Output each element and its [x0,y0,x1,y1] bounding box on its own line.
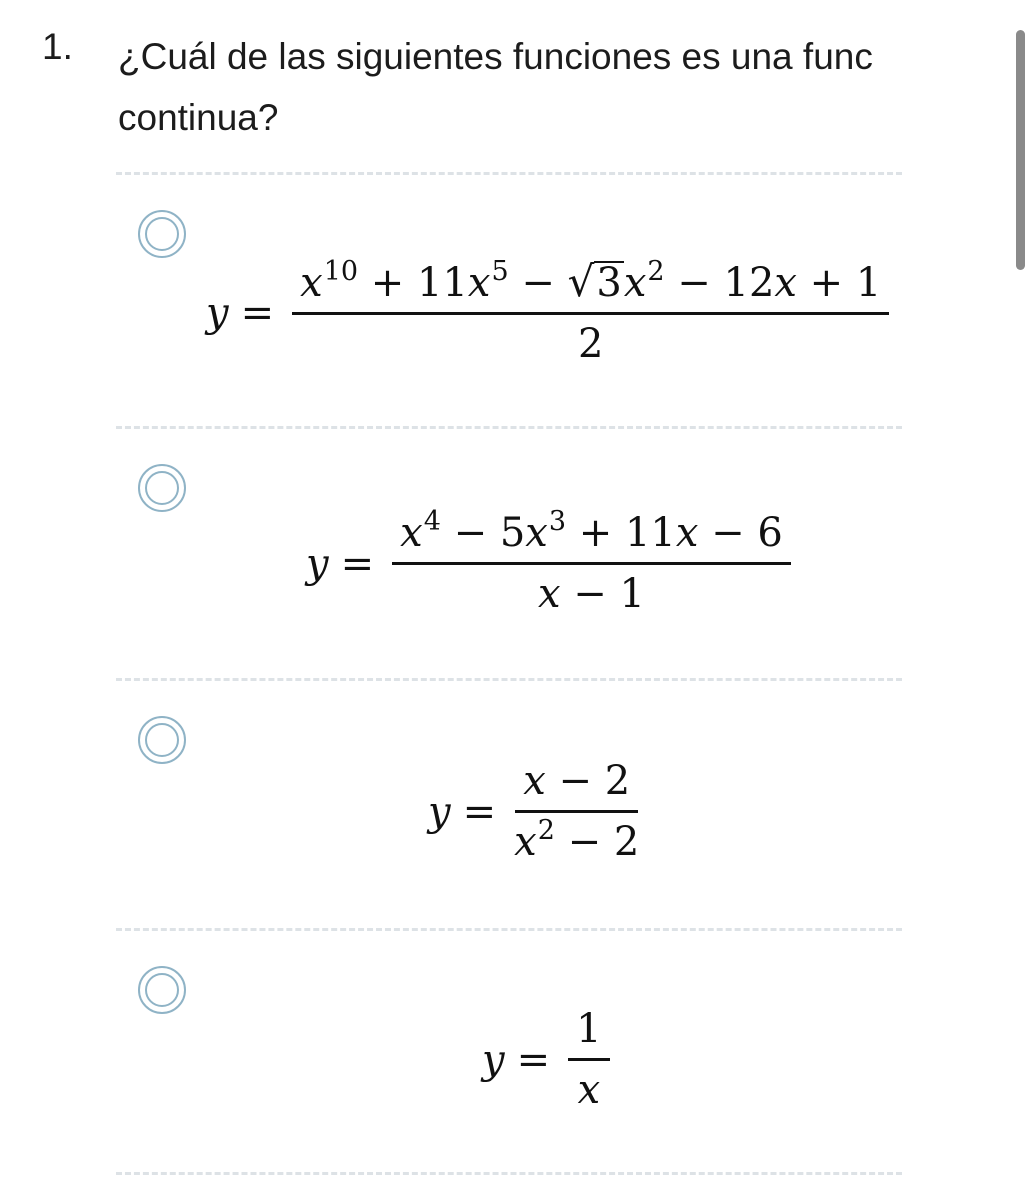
term: + 11 [566,510,676,556]
operator: − [508,260,568,306]
denominator [538,565,645,615]
numerator [392,506,791,565]
radio-option-4-icon[interactable] [138,966,186,1014]
option-divider [116,172,902,175]
term: − 1 [560,571,645,617]
exponent: 3 [548,506,567,537]
term: − 6 [698,510,783,556]
fraction [514,760,639,863]
question-text-line2: continua? [118,97,279,138]
equals-sign: = [516,1036,551,1083]
exponent: 5 [491,256,509,287]
fraction [568,1008,609,1111]
formula-lhs: y [482,1036,505,1083]
sqrt-icon: √ [567,257,595,306]
term: − 2 [554,819,640,865]
var-x: x [400,510,423,556]
term: − 12 [664,260,775,306]
fraction [392,506,791,617]
var-x: x [300,260,323,306]
formula-option-2 [306,506,791,617]
denominator [578,1061,601,1111]
equals-sign: = [462,788,497,835]
term: − 5 [440,510,526,556]
option-divider [116,678,902,681]
var-x: x [623,260,647,306]
formula-option-3 [428,760,639,863]
term: + 1 [796,260,882,306]
equals-sign: = [240,289,275,336]
exponent: 2 [537,815,555,846]
numerator [292,256,889,315]
var-x: x [514,819,537,865]
term: + 11 [358,260,468,306]
radicand: 3 [596,260,622,306]
formula-lhs: y [206,289,229,336]
question-text [118,26,998,148]
var-x: x [525,510,548,556]
question-number: 1. [42,26,73,67]
exponent: 4 [423,506,441,537]
fraction [292,256,889,368]
var-x: x [467,260,491,306]
var-x: x [577,1067,601,1113]
formula-lhs: y [306,540,329,587]
radio-option-2-icon[interactable] [138,464,186,512]
numerator [515,760,638,813]
option-divider [116,1172,902,1175]
question-text-line1: ¿Cuál de las siguientes funciones es una func [118,36,873,77]
var-x: x [675,510,699,556]
option-divider [116,426,902,429]
denominator: 2 [578,321,604,368]
formula-lhs: y [428,788,451,835]
formula-option-4 [482,1008,610,1111]
radio-option-1-icon[interactable] [138,210,186,258]
var-x: x [538,571,561,617]
scrollbar-thumb[interactable] [1016,30,1025,270]
numerator: 1 [568,1008,609,1061]
exponent: 2 [647,256,665,287]
equals-sign: = [340,540,375,587]
denominator [514,813,639,863]
formula-option-1 [206,256,889,368]
option-divider [116,928,902,931]
var-x: x [774,260,797,306]
var-x: x [523,758,546,804]
radio-option-3-icon[interactable] [138,716,186,764]
exponent: 10 [323,256,359,287]
term: − 2 [545,758,631,804]
